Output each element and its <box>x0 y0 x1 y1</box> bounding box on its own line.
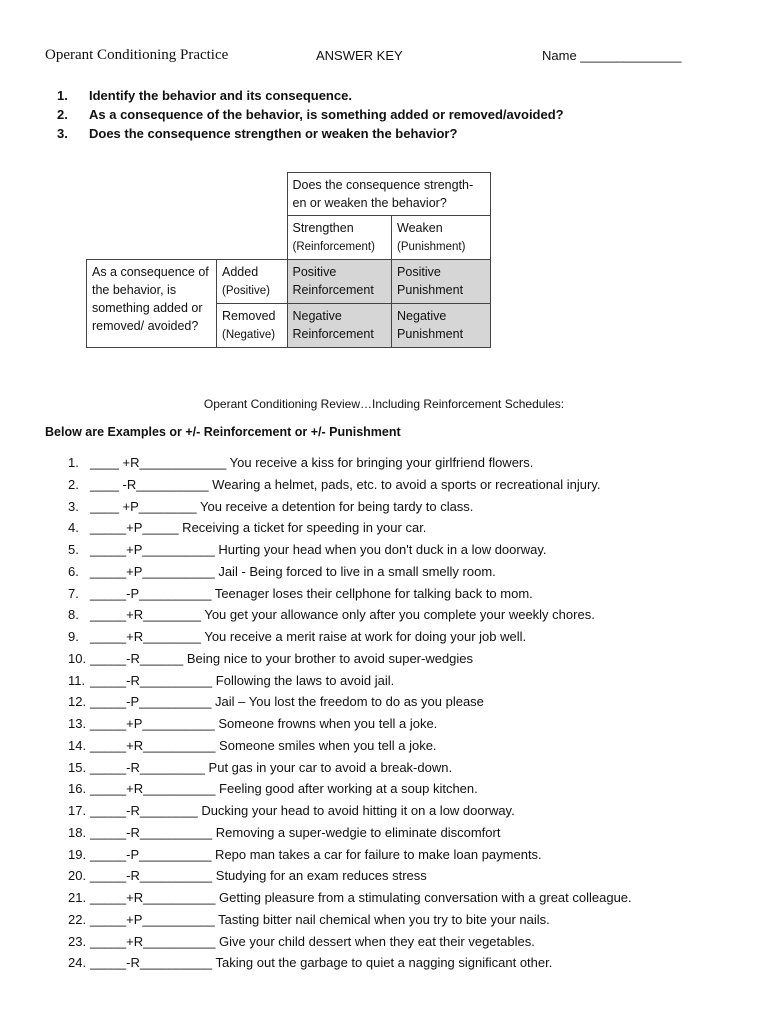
list-item: 13. _____+P__________ Someone frowns when you tell a joke. <box>68 716 438 731</box>
page-header <box>45 47 725 67</box>
matrix-added-header: Added (Positive) <box>217 260 288 304</box>
answer-key-label: ANSWER KEY <box>316 48 403 63</box>
examples-list <box>68 452 632 974</box>
matrix-top-header: Does the consequence strength-en or weaken the behavior? <box>287 173 490 216</box>
list-item: 20. _____-R__________ Studying for an exam reduces stress <box>68 868 427 884</box>
examples-title: Below are Examples or +/- Reinforcement or +/- Punishment <box>45 425 401 439</box>
instruction-item: 3. Does the consequence strengthen or weaken the behavior? <box>57 126 458 141</box>
worksheet-title: Operant Conditioning Practice <box>45 47 229 63</box>
list-item: 17. _____-R________ Ducking your head to avoid hitting it on a low doorway. <box>68 803 515 818</box>
list-item: 18. _____-R__________ Removing a super-wedgie to eliminate discomfort <box>68 824 501 840</box>
list-item: 6. _____+P__________ Jail - Being forced to live in a small smelly room. <box>68 563 496 579</box>
review-title: Operant Conditioning Review…Including Reinforcement Schedules: <box>203 397 565 411</box>
list-item: 19. _____-P__________ Repo man takes a car for failure to make loan payments. <box>68 846 542 862</box>
list-item: 3. ____ +P________ You receive a detention for being tardy to class. <box>68 498 474 514</box>
instruction-item: 2. As a consequence of the behavior, is something added or removed/avoided? <box>57 107 564 122</box>
list-item: 16. _____+R__________ Feeling good after working at a soup kitchen. <box>68 781 478 797</box>
list-item: 7. _____-P__________ Teenager loses their cellphone for talking back to mom. <box>68 585 533 601</box>
list-item: 11. _____-R__________ Following the laws to avoid jail. <box>68 672 395 688</box>
list-item: 14. _____+R__________ Someone smiles when you tell a joke. <box>68 737 437 753</box>
list-item: 5. _____+P__________ Hurting your head when you don't duck in a low doorway. <box>68 542 547 557</box>
matrix-positive-punishment: Positive Punishment <box>392 260 490 304</box>
list-item: 12. _____-P__________ Jail – You lost the freedom to do as you please <box>68 694 484 710</box>
list-item: 4. _____+P_____ Receiving a ticket for speeding in your car. <box>68 520 427 536</box>
matrix-weaken-header: Weaken (Punishment) <box>392 216 490 260</box>
list-item: 1. ____ +R____________ You receive a kiss for bringing your girlfriend flowers. <box>68 455 534 470</box>
consequence-matrix <box>86 172 491 348</box>
list-item: 23. _____+R__________ Give your child dessert when they eat their vegetables. <box>68 933 535 949</box>
list-item: 24. _____-R__________ Taking out the garbage to quiet a nagging significant other. <box>68 955 553 971</box>
list-item: 21. _____+R__________ Getting pleasure from a stimulating conversation with a great colleague. <box>68 890 632 905</box>
list-item: 9. _____+R________ You receive a merit raise at work for doing your job well. <box>68 629 527 644</box>
matrix-left-header: As a consequence of the behavior, is something added or removed/ avoided? <box>87 260 217 348</box>
instruction-item: 1. Identify the behavior and its consequence. <box>57 88 352 103</box>
matrix-positive-reinforcement: Positive Reinforcement <box>287 260 392 304</box>
matrix-negative-reinforcement: Negative Reinforcement <box>287 304 392 348</box>
list-item: 15. _____-R_________ Put gas in your car to avoid a break-down. <box>68 759 453 775</box>
matrix-negative-punishment: Negative Punishment <box>392 304 490 348</box>
name-field: Name ______________ <box>542 48 682 63</box>
instructions-list <box>57 86 564 143</box>
list-item: 8. _____+R________ You get your allowance only after you complete your weekly chores. <box>68 607 595 623</box>
matrix-strengthen-header: Strengthen (Reinforcement) <box>287 216 392 260</box>
list-item: 2. ____ -R__________ Wearing a helmet, pads, etc. to avoid a sports or recreational injury. <box>68 476 601 492</box>
list-item: 10. _____-R______ Being nice to your brother to avoid super-wedgies <box>68 650 474 666</box>
list-item: 22. _____+P__________ Tasting bitter nail chemical when you try to bite your nails. <box>68 911 550 927</box>
matrix-removed-header: Removed (Negative) <box>217 304 288 348</box>
